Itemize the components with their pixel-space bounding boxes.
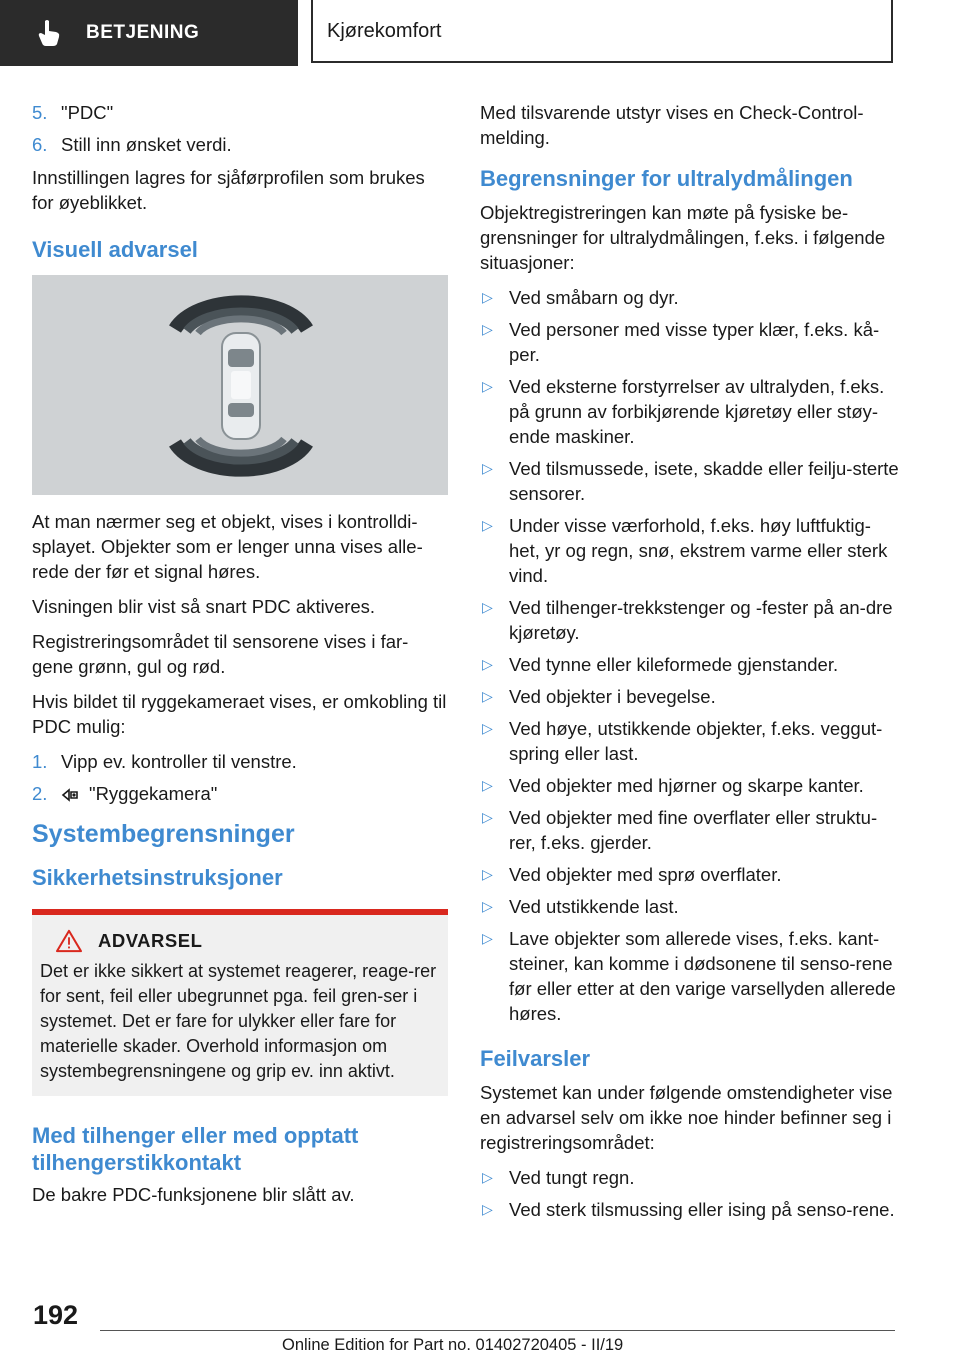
paragraph: Visningen blir vist så snart PDC aktiveres. (32, 596, 376, 617)
hand-pointer-icon (34, 18, 64, 48)
bullet-triangle-icon: ▷ (482, 1201, 493, 1217)
footer-divider (100, 1330, 895, 1331)
list-item-text: Ved tungt regn. (509, 1167, 635, 1188)
list-item (32, 749, 448, 774)
heading-ultrasonic-limits: Begrensninger for ultralydmålingen (480, 166, 853, 191)
list-item (480, 1197, 900, 1222)
bullet-triangle-icon: ▷ (482, 898, 493, 914)
paragraph: Med tilsvarende utstyr vises en Check-Control-melding. (480, 102, 864, 148)
paragraph: Systemet kan under følgende omstendigheter vise en advarsel selv om ikke noe hinder befinner seg i registreringsområdet: (480, 1082, 893, 1153)
list-item-text: Ved objekter med fine overflater eller struktu-rer, f.eks. gjerder. (509, 807, 878, 853)
chapter-tab (311, 0, 893, 63)
bullet-triangle-icon: ▷ (482, 688, 493, 704)
right-column (480, 100, 900, 1229)
list-item-text: Under visse værforhold, f.eks. høy luftfuktig-het, yr og regn, snø, ekstrem varme eller sterk vind. (509, 515, 888, 586)
heading-trailer: Med tilhenger eller med opptatt tilhengerstikkontakt (32, 1123, 359, 1175)
list-item (480, 684, 900, 709)
bullet-triangle-icon: ▷ (482, 809, 493, 825)
heading-safety: Sikkerhetsinstruksjoner (32, 865, 283, 890)
bullet-triangle-icon: ▷ (482, 930, 493, 946)
list-item (480, 513, 900, 588)
bullet-triangle-icon: ▷ (482, 517, 493, 533)
error-list (480, 1165, 900, 1222)
list-item (480, 926, 900, 1026)
chapter-label: Kjørekomfort (327, 20, 442, 42)
bullet-triangle-icon: ▷ (482, 460, 493, 476)
list-item-text: Ved sterk tilsmussing eller ising på senso-rene. (509, 1199, 895, 1220)
list-item-text: Ved utstikkende last. (509, 896, 679, 917)
list-item (480, 374, 900, 449)
list-item-text: Ved høye, utstikkende objekter, f.eks. veggut-spring eller last. (509, 718, 883, 764)
list-item (480, 773, 900, 798)
warning-title-row (40, 929, 440, 953)
bullet-triangle-icon: ▷ (482, 378, 493, 394)
list-item (32, 781, 448, 806)
list-item (480, 317, 900, 367)
step-text: Vipp ev. kontroller til venstre. (61, 751, 297, 772)
bullet-triangle-icon: ▷ (482, 321, 493, 337)
heading-visual-warning: Visuell advarsel (32, 237, 198, 262)
paragraph: Hvis bildet til ryggekameraet vises, er omkobling til PDC mulig: (32, 691, 447, 737)
limit-list (480, 285, 900, 1026)
left-column (32, 100, 448, 1217)
paragraph: At man nærmer seg et objekt, vises i kontrolldi-splayet. Objekter som er lenger unna vises alle-rede der før et signal høres. (32, 511, 423, 582)
step-text: "PDC" (61, 102, 114, 123)
paragraph: Innstillingen lagres for sjåførprofilen som brukes for øyeblikket. (32, 167, 425, 213)
heading-error-warnings: Feilvarsler (480, 1046, 591, 1071)
list-item (480, 285, 900, 310)
list-item-text: Ved småbarn og dyr. (509, 287, 679, 308)
list-item (480, 716, 900, 766)
warning-text: Det er ikke sikkert at systemet reagerer, reage-rer for sent, feil eller ubegrunnet pga. feil gren-ser i systemet. Det er fare for ulykker eller fare for materielle skader. Overhold informasjon om systembegrensningene og grip ev. inn aktivt. (40, 961, 437, 1081)
step-number: 1. (32, 751, 48, 772)
bullet-triangle-icon: ▷ (482, 289, 493, 305)
list-item-text: Ved tilsmussede, isete, skadde eller feilju-sterte sensorer. (509, 458, 899, 504)
list-item-text: Ved objekter i bevegelse. (509, 686, 716, 707)
list-item-text: Ved tilhenger-trekkstenger og -fester på an-dre kjøretøy. (509, 597, 893, 643)
list-item (480, 894, 900, 919)
bullet-triangle-icon: ▷ (482, 1169, 493, 1185)
parking-sensor-image (32, 275, 448, 495)
bullet-triangle-icon: ▷ (482, 720, 493, 736)
bullet-triangle-icon: ▷ (482, 656, 493, 672)
warning-box (32, 909, 448, 1096)
list-item-text: Ved objekter med sprø overflater. (509, 864, 782, 885)
bullet-triangle-icon: ▷ (482, 866, 493, 882)
step-text: "Ryggekamera" (89, 783, 218, 804)
section-tab (0, 0, 298, 66)
warning-triangle-icon (54, 929, 84, 953)
list-item (32, 100, 448, 125)
steps-top (32, 100, 448, 157)
section-label: BETJENING (86, 22, 200, 43)
list-item (480, 652, 900, 677)
steps-bottom (32, 749, 448, 806)
footer-edition: Online Edition for Part no. 01402720405 - II/19 (282, 1336, 624, 1354)
step-text: Still inn ønsket verdi. (61, 134, 232, 155)
list-item (480, 862, 900, 887)
heading-system-limits: Systembegrensninger (32, 820, 295, 848)
bullet-triangle-icon: ▷ (482, 777, 493, 793)
paragraph: De bakre PDC-funksjonene blir slått av. (32, 1184, 355, 1205)
list-item (480, 1165, 900, 1190)
warning-title: ADVARSEL (98, 930, 203, 951)
paragraph: Objektregistreringen kan møte på fysiske be-grensninger for ultralydmålingen, f.eks. i følgende situasjoner: (480, 202, 886, 273)
page-number: 192 (33, 1300, 79, 1330)
step-number: 5. (32, 102, 48, 123)
list-item-text: Ved objekter med hjørner og skarpe kanter. (509, 775, 864, 796)
list-item (480, 595, 900, 645)
list-item-text: Ved tynne eller kileformede gjenstander. (509, 654, 839, 675)
list-item (32, 132, 448, 157)
step-number: 2. (32, 783, 48, 804)
list-item-text: Ved personer med visse typer klær, f.eks. kå-per. (509, 319, 880, 365)
paragraph: Registreringsområdet til sensorene vises i far-gene grønn, gul og rød. (32, 631, 409, 677)
page-header (0, 0, 960, 66)
step-number: 6. (32, 134, 48, 155)
rear-camera-icon (61, 786, 81, 804)
list-item (480, 805, 900, 855)
list-item-text: Ved eksterne forstyrrelser av ultralyden, f.eks. på grunn av forbikjørende kjøretøy eller støy-ende maskiner. (509, 376, 885, 447)
list-item (480, 456, 900, 506)
bullet-triangle-icon: ▷ (482, 599, 493, 615)
list-item-text: Lave objekter som allerede vises, f.eks. kant-steiner, kan komme i dødsonene til senso-rene før eller etter at den varige varsellyden allerede høres. (509, 928, 896, 1024)
